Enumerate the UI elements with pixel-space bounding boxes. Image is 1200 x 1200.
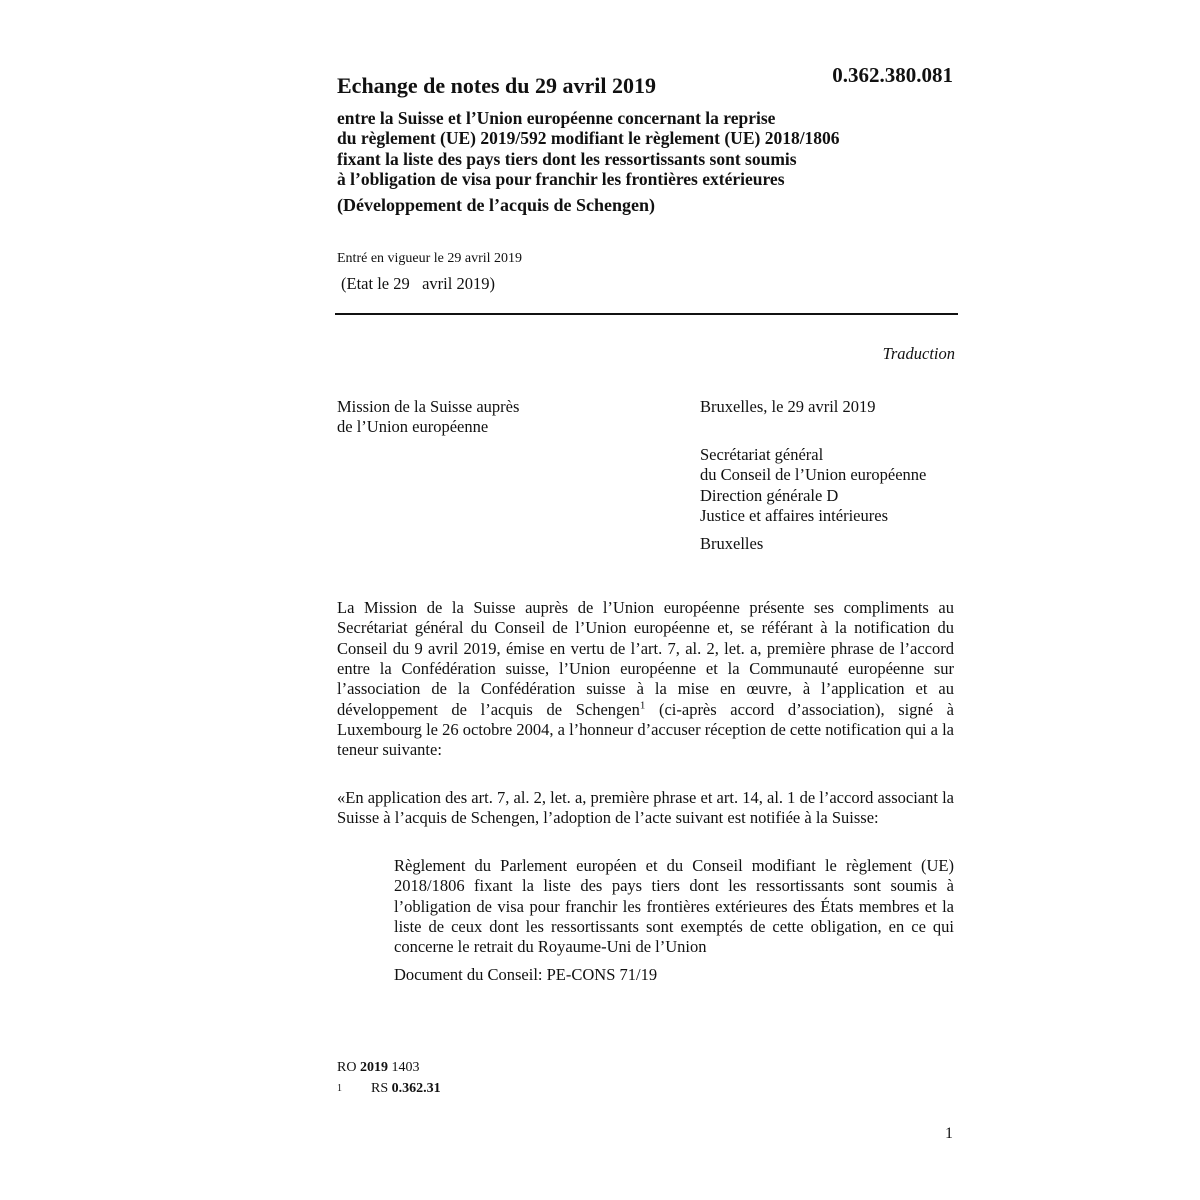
header-divider — [335, 313, 958, 315]
body-paragraph-intro — [337, 598, 954, 761]
schengen-note: (Développement de l’acquis de Schengen) — [337, 195, 655, 215]
subtitle-line: entre la Suisse et l’Union européenne concernant la reprise — [337, 108, 776, 128]
sender-block — [337, 397, 519, 438]
ro-prefix: RO — [337, 1060, 357, 1075]
ro-reference — [337, 1059, 419, 1077]
addressee-line: Secrétariat général — [700, 445, 824, 464]
document-subtitle — [337, 108, 977, 189]
subtitle-line: à l’obligation de visa pour franchir les frontières extérieures — [337, 168, 785, 189]
footnote — [337, 1080, 441, 1098]
subtitle-line: fixant la liste des pays tiers dont les ressortissants sont soumis — [337, 148, 797, 169]
subtitle-line: du règlement (UE) 2019/592 modifiant le règlement (UE) 2018/1806 — [337, 128, 840, 149]
sender-line: de l’Union européenne — [337, 417, 489, 437]
footnote-prefix: RS — [371, 1081, 389, 1096]
footnote-mark: 1 — [337, 1083, 342, 1094]
addressee-line: Direction générale D — [700, 485, 839, 505]
letter-date: Bruxelles, le 29 avril 2019 — [700, 397, 876, 416]
rs-number: 0.362.380.081 — [832, 63, 953, 87]
body-paragraph-notification: «En application des art. 7, al. 2, let. a, première phrase et art. 14, al. 1 de l’accord associant la Suisse à l’acquis de Schengen, l’adoption de l’acte suivant est notifiée à la Suisse: — [337, 788, 954, 828]
intro-text-continued: (ci-après accord d’association), signé à Luxembourg le 26 octobre 2004, a l’honneur d’accuser réception de cette notification qui a la teneur suivante: — [337, 699, 954, 760]
ro-year: 2019 — [359, 1060, 388, 1075]
addressee-city: Bruxelles — [700, 534, 764, 553]
footnote-link[interactable]: 0.362.31 — [391, 1081, 441, 1096]
council-document-reference: Document du Conseil: PE-CONS 71/19 — [394, 965, 658, 984]
addressee-line: du Conseil de l’Union européenne — [700, 465, 927, 485]
intro-text: La Mission de la Suisse auprès de l’Union européenne présente ses compliments au Secrétariat général du Conseil de l’Union européenne et, se référant à la notification du Conseil du 9 avril 2019, émise en vertu de l’art. 7, al. 2, let. a, première phrase de l’accord entre la Confédération suisse, l’Union européenne et la Communauté européenne sur l’association de la Confédération suisse à la mise en œuvre, à l’application et au développement de l’acquis de Schengen — [337, 598, 954, 719]
entry-into-force: Entré en vigueur le 29 avril 2019 — [337, 251, 523, 266]
ro-page: 1403 — [391, 1060, 420, 1075]
quoted-regulation: Règlement du Parlement européen et du Conseil modifiant le règlement (UE) 2018/1806 fixant la liste des pays tiers dont les ressortissants sont soumis à l’obligation de visa pour franchir les frontières extérieures des États membres et la liste de ceux dont les ressortissants sont exemptés de cette obligation, en ce qui concerne le retrait du Royaume-Uni de l’Union — [394, 856, 954, 957]
footnote-reference[interactable]: 1 — [639, 699, 646, 712]
translation-label: Traduction — [882, 344, 955, 363]
addressee-block — [700, 445, 926, 526]
document-title: Echange de notes du 29 avril 2019 — [337, 73, 657, 98]
page-number: 1 — [945, 1125, 953, 1142]
sender-line: Mission de la Suisse auprès — [337, 397, 520, 416]
addressee-line: Justice et affaires intérieures — [700, 505, 888, 525]
state-date: (Etat le 29 avril 2019) — [341, 274, 495, 293]
